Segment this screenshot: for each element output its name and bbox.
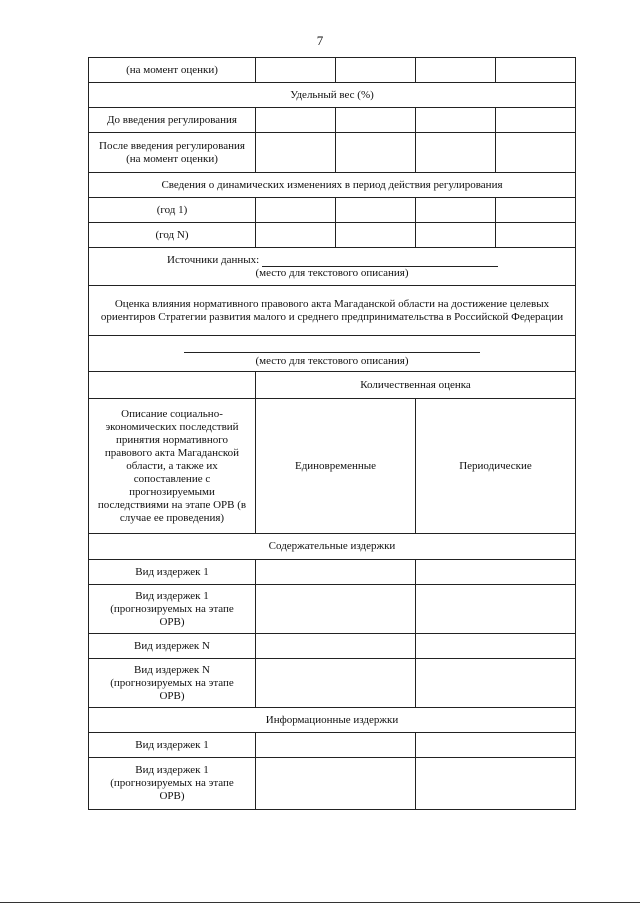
value-cell[interactable] [416,659,576,708]
value-cell[interactable] [416,108,496,133]
section-header: Информационные издержки [89,708,576,733]
row-label: Вид издержек 1 [89,560,256,585]
table-row [89,248,576,286]
table-row [89,585,576,634]
value-cell[interactable] [256,758,416,810]
value-cell[interactable] [336,108,416,133]
value-cell[interactable] [336,58,416,83]
value-cell[interactable] [256,560,416,585]
row-label: Вид издержек N (прогнозируемых на этапе ОРВ) [89,659,256,708]
value-cell[interactable] [256,58,336,83]
value-cell[interactable] [336,223,416,248]
text-placeholder: (место для текстового описания) [255,355,409,367]
row-label [89,133,256,173]
table-row [89,708,576,733]
value-cell[interactable] [496,108,576,133]
table-row [89,758,576,810]
row-label: Вид издержек 1 (прогнозируемых на этапе ОРВ) [89,585,256,634]
description-cell: Описание социально-экономических последствий принятия нормативного правового акта Магаданской области, а также их сопоставление с прогнозируемыми последствиями на этапе ОРВ (в случае ее проведения) [89,399,256,534]
value-cell[interactable] [496,198,576,223]
section-header: Содержательные издержки [89,534,576,560]
value-cell[interactable] [256,733,416,758]
periodic-header: Периодические [416,399,576,534]
table-row [89,399,576,534]
sources-line [92,254,572,267]
value-cell[interactable] [416,223,496,248]
bottom-rule [0,902,640,903]
section-header: Удельный вес (%) [89,83,576,108]
row-label-line: После введения регулирования [99,139,245,152]
value-cell[interactable] [416,133,496,173]
table-row [89,58,576,83]
value-cell[interactable] [416,560,576,585]
strategy-heading: Оценка влияния нормативного правового акта Магаданской области на достижение целевых ориентиров Стратегии развития малого и среднего предпринимательства в Российской Федерации [89,286,576,336]
quant-header: Количественная оценка [256,372,576,399]
row-label: (год 1) [89,198,256,223]
table-row [89,733,576,758]
one-time-header: Единовременные [256,399,416,534]
table-row [89,198,576,223]
value-cell[interactable] [256,634,416,659]
table-row [89,108,576,133]
value-cell[interactable] [416,634,576,659]
table-row [89,133,576,173]
value-cell[interactable] [416,758,576,810]
value-cell[interactable] [496,223,576,248]
value-cell[interactable] [336,133,416,173]
value-cell[interactable] [256,198,336,223]
table-row [89,560,576,585]
table-row [89,223,576,248]
row-label: До введения регулирования [89,108,256,133]
value-cell[interactable] [416,585,576,634]
value-cell[interactable] [496,133,576,173]
value-cell[interactable] [256,223,336,248]
row-label: Вид издержек 1 (прогнозируемых на этапе ОРВ) [89,758,256,810]
section-header: Сведения о динамических изменениях в период действия регулирования [89,173,576,198]
table-row [89,173,576,198]
table-row [89,372,576,399]
table-row [89,659,576,708]
empty-cell [89,372,256,399]
table-row [89,286,576,336]
table-row [89,534,576,560]
page-number: 7 [316,33,324,48]
value-cell[interactable] [496,58,576,83]
text-placeholder: (место для текстового описания) [255,266,409,279]
value-cell[interactable] [256,108,336,133]
row-label: (на момент оценки) [89,58,256,83]
table-row [89,83,576,108]
fill-line [184,340,480,353]
value-cell[interactable] [256,585,416,634]
sources-label: Источники данных: [167,253,260,266]
row-label-line: (на момент оценки) [126,152,218,165]
table-row [89,336,576,372]
row-label: Вид издержек 1 [89,733,256,758]
value-cell[interactable] [256,659,416,708]
value-cell[interactable] [416,733,576,758]
value-cell[interactable] [256,133,336,173]
row-label: Вид издержек N [89,634,256,659]
value-cell[interactable] [336,198,416,223]
value-cell[interactable] [416,58,496,83]
row-label: (год N) [89,223,256,248]
strategy-text-cell[interactable] [89,336,576,372]
assessment-table [88,57,576,810]
value-cell[interactable] [416,198,496,223]
table-row [89,634,576,659]
sources-cell[interactable] [89,248,576,286]
